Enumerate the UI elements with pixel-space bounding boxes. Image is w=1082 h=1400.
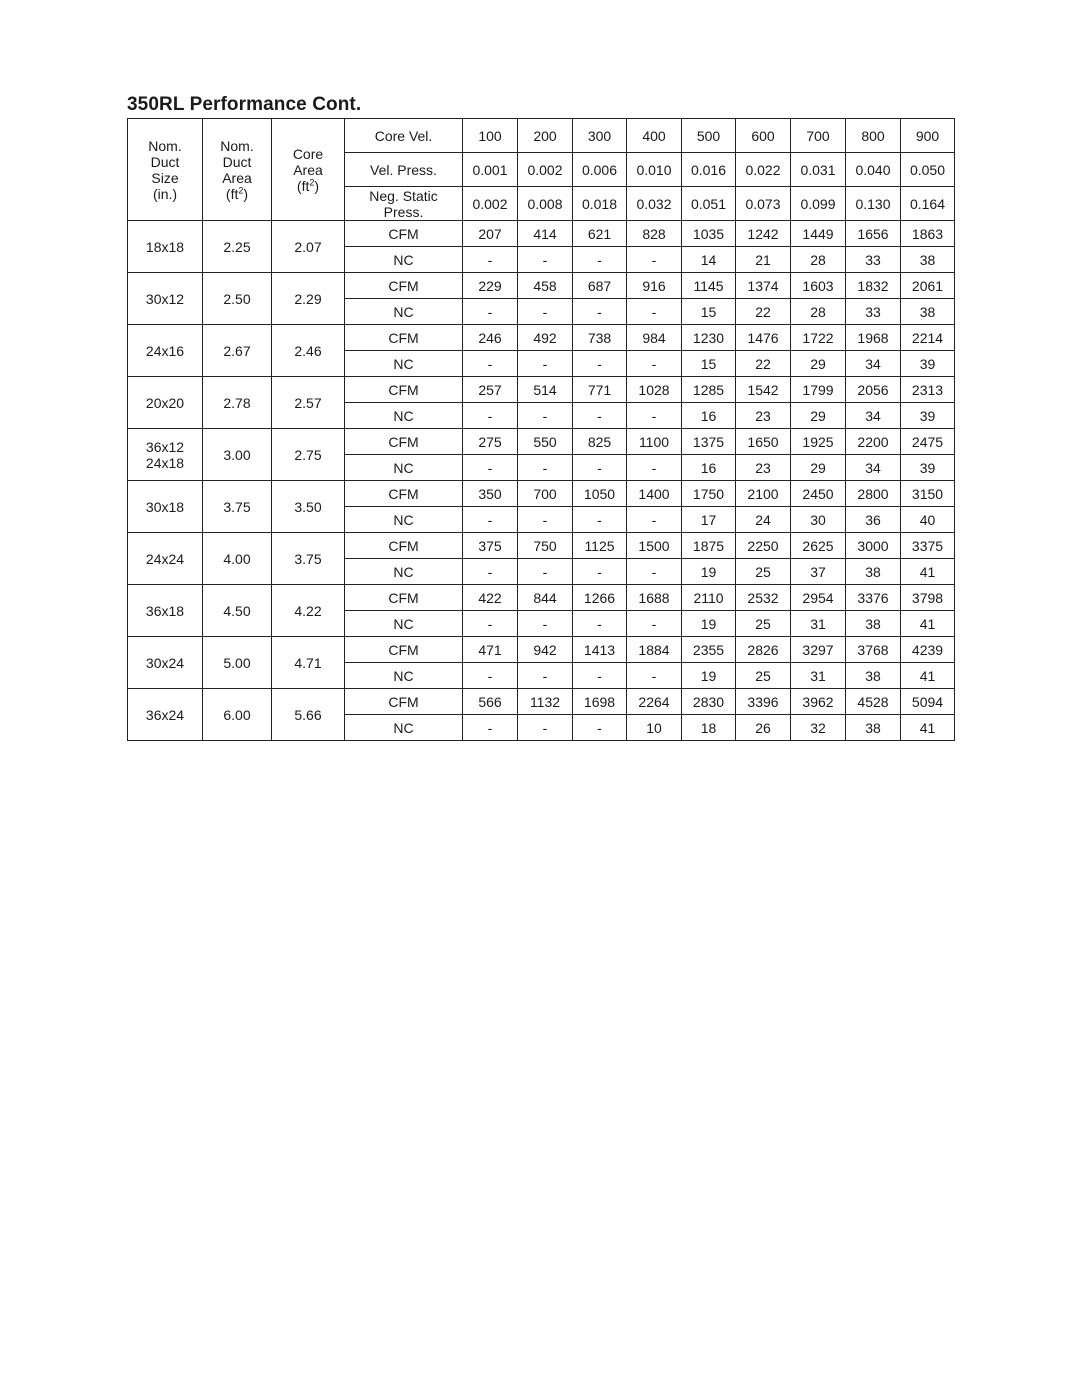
nc-value: - [627, 351, 682, 377]
duct-area-cell: 3.00 [203, 429, 272, 481]
duct-area-cell: 4.00 [203, 533, 272, 585]
duct-area-cell: 2.25 [203, 221, 272, 273]
header-vel-press-value: 0.002 [518, 153, 573, 187]
cfm-value: 1400 [627, 481, 682, 507]
nc-value: - [573, 351, 627, 377]
cfm-value: 2826 [736, 637, 791, 663]
duct-area-cell: 2.67 [203, 325, 272, 377]
header-vel-press-value: 0.050 [901, 153, 955, 187]
header-row-core-vel [128, 119, 955, 153]
nc-value: - [573, 611, 627, 637]
table-row-cfm [128, 273, 955, 299]
cfm-value: 1884 [627, 637, 682, 663]
nc-value: - [627, 611, 682, 637]
nc-value: - [573, 455, 627, 481]
header-core-vel-value: 800 [846, 119, 901, 153]
nc-value: 39 [901, 403, 955, 429]
cfm-value: 3768 [846, 637, 901, 663]
cfm-value: 1968 [846, 325, 901, 351]
nc-value: - [518, 663, 573, 689]
cfm-value: 375 [463, 533, 518, 559]
nc-value: - [463, 715, 518, 741]
nc-value: 41 [901, 663, 955, 689]
cfm-value: 1242 [736, 221, 791, 247]
header-neg-static-value: 0.008 [518, 187, 573, 221]
duct-size-cell: 30x12 [128, 273, 203, 325]
nc-value: - [463, 247, 518, 273]
nc-value: 10 [627, 715, 682, 741]
nc-value: - [627, 455, 682, 481]
cfm-value: 1230 [682, 325, 736, 351]
nc-value: - [573, 715, 627, 741]
nc-value: 31 [791, 611, 846, 637]
cfm-value: 1375 [682, 429, 736, 455]
nc-value: 25 [736, 663, 791, 689]
nc-value: 34 [846, 403, 901, 429]
table-row-cfm [128, 429, 955, 455]
nc-value: 41 [901, 559, 955, 585]
nc-value: 28 [791, 247, 846, 273]
table-row-cfm [128, 325, 955, 351]
header-neg-static-value: 0.051 [682, 187, 736, 221]
duct-size-cell: 18x18 [128, 221, 203, 273]
cfm-label: CFM [345, 429, 463, 455]
cfm-value: 1925 [791, 429, 846, 455]
page-title: 350RL Performance Cont. [127, 94, 362, 115]
cfm-value: 2532 [736, 585, 791, 611]
nc-value: 14 [682, 247, 736, 273]
header-neg-static-value: 0.099 [791, 187, 846, 221]
nc-value: - [518, 351, 573, 377]
nc-label: NC [345, 611, 463, 637]
nc-value: 38 [846, 611, 901, 637]
cfm-value: 2954 [791, 585, 846, 611]
nc-value: 16 [682, 455, 736, 481]
cfm-value: 471 [463, 637, 518, 663]
nc-value: - [627, 663, 682, 689]
header-neg-static-value: 0.032 [627, 187, 682, 221]
cfm-value: 2250 [736, 533, 791, 559]
duct-size-cell: 36x24 [128, 689, 203, 741]
nc-value: - [573, 247, 627, 273]
header-core-vel-value: 700 [791, 119, 846, 153]
cfm-value: 3396 [736, 689, 791, 715]
nc-value: 38 [846, 715, 901, 741]
cfm-value: 825 [573, 429, 627, 455]
cfm-value: 1750 [682, 481, 736, 507]
duct-area-cell: 6.00 [203, 689, 272, 741]
header-core-vel-value: 500 [682, 119, 736, 153]
table-row-cfm [128, 637, 955, 663]
nc-label: NC [345, 299, 463, 325]
nc-value: - [518, 299, 573, 325]
table-row-cfm [128, 377, 955, 403]
cfm-value: 700 [518, 481, 573, 507]
cfm-value: 3375 [901, 533, 955, 559]
header-vel-press-value: 0.010 [627, 153, 682, 187]
cfm-value: 2110 [682, 585, 736, 611]
nc-value: - [463, 663, 518, 689]
core-area-cell: 4.22 [272, 585, 345, 637]
cfm-value: 1722 [791, 325, 846, 351]
nc-value: - [463, 611, 518, 637]
duct-size-cell: 30x18 [128, 481, 203, 533]
table-row-cfm [128, 221, 955, 247]
core-area-cell: 2.07 [272, 221, 345, 273]
nc-label: NC [345, 247, 463, 273]
nc-value: 17 [682, 507, 736, 533]
duct-area-cell: 2.78 [203, 377, 272, 429]
nc-value: 39 [901, 351, 955, 377]
nc-value: - [573, 403, 627, 429]
header-vel-press-value: 0.040 [846, 153, 901, 187]
core-area-cell: 2.46 [272, 325, 345, 377]
nc-value: 16 [682, 403, 736, 429]
nc-value: 32 [791, 715, 846, 741]
cfm-value: 621 [573, 221, 627, 247]
performance-table [127, 118, 955, 741]
cfm-value: 1542 [736, 377, 791, 403]
header-vel-press-value: 0.006 [573, 153, 627, 187]
nc-label: NC [345, 507, 463, 533]
header-neg-static-label: Neg. Static Press. [345, 187, 463, 221]
duct-size-cell: 36x12 24x18 [128, 429, 203, 481]
header-vel-press-value: 0.001 [463, 153, 518, 187]
nc-value: - [627, 403, 682, 429]
cfm-value: 2214 [901, 325, 955, 351]
nc-value: 23 [736, 403, 791, 429]
cfm-value: 458 [518, 273, 573, 299]
nc-value: 29 [791, 455, 846, 481]
nc-value: 22 [736, 299, 791, 325]
cfm-label: CFM [345, 221, 463, 247]
cfm-value: 257 [463, 377, 518, 403]
cfm-label: CFM [345, 533, 463, 559]
nc-value: 19 [682, 559, 736, 585]
cfm-value: 3798 [901, 585, 955, 611]
nc-value: - [463, 403, 518, 429]
nc-value: 39 [901, 455, 955, 481]
duct-area-cell: 4.50 [203, 585, 272, 637]
header-vel-press-value: 0.016 [682, 153, 736, 187]
core-area-cell: 3.75 [272, 533, 345, 585]
header-neg-static-value: 0.164 [901, 187, 955, 221]
nc-label: NC [345, 715, 463, 741]
cfm-value: 275 [463, 429, 518, 455]
cfm-value: 350 [463, 481, 518, 507]
cfm-value: 1875 [682, 533, 736, 559]
nc-value: 18 [682, 715, 736, 741]
cfm-value: 566 [463, 689, 518, 715]
nc-value: 25 [736, 611, 791, 637]
nc-label: NC [345, 403, 463, 429]
core-area-cell: 2.29 [272, 273, 345, 325]
nc-value: - [573, 299, 627, 325]
header-core-vel-value: 200 [518, 119, 573, 153]
nc-value: - [463, 559, 518, 585]
header-nom-duct-size: Nom. Duct Size (in.) [128, 119, 203, 221]
nc-value: - [518, 715, 573, 741]
cfm-value: 3962 [791, 689, 846, 715]
nc-value: 19 [682, 611, 736, 637]
nc-value: - [518, 403, 573, 429]
cfm-value: 1285 [682, 377, 736, 403]
cfm-value: 514 [518, 377, 573, 403]
nc-value: - [463, 351, 518, 377]
nc-value: 28 [791, 299, 846, 325]
nc-value: 26 [736, 715, 791, 741]
nc-value: 34 [846, 351, 901, 377]
nc-value: 23 [736, 455, 791, 481]
nc-value: 41 [901, 611, 955, 637]
cfm-value: 1132 [518, 689, 573, 715]
cfm-value: 844 [518, 585, 573, 611]
cfm-value: 1266 [573, 585, 627, 611]
cfm-label: CFM [345, 481, 463, 507]
cfm-value: 1449 [791, 221, 846, 247]
cfm-value: 2475 [901, 429, 955, 455]
cfm-value: 1650 [736, 429, 791, 455]
cfm-value: 1603 [791, 273, 846, 299]
cfm-value: 229 [463, 273, 518, 299]
nc-value: 30 [791, 507, 846, 533]
nc-value: - [463, 455, 518, 481]
nc-label: NC [345, 663, 463, 689]
cfm-value: 2830 [682, 689, 736, 715]
nc-value: 38 [846, 559, 901, 585]
nc-value: - [518, 247, 573, 273]
cfm-value: 984 [627, 325, 682, 351]
nc-value: 38 [901, 299, 955, 325]
cfm-value: 828 [627, 221, 682, 247]
cfm-value: 2800 [846, 481, 901, 507]
duct-size-cell: 24x24 [128, 533, 203, 585]
cfm-value: 1698 [573, 689, 627, 715]
nc-value: - [518, 455, 573, 481]
nc-value: 31 [791, 663, 846, 689]
header-neg-static-value: 0.130 [846, 187, 901, 221]
header-core-vel-value: 400 [627, 119, 682, 153]
nc-value: 19 [682, 663, 736, 689]
nc-value: - [627, 507, 682, 533]
cfm-value: 2100 [736, 481, 791, 507]
cfm-label: CFM [345, 325, 463, 351]
header-neg-static-value: 0.018 [573, 187, 627, 221]
nc-value: - [518, 559, 573, 585]
cfm-value: 422 [463, 585, 518, 611]
nc-value: - [573, 507, 627, 533]
cfm-label: CFM [345, 689, 463, 715]
nc-value: 40 [901, 507, 955, 533]
nc-label: NC [345, 351, 463, 377]
nc-value: 38 [901, 247, 955, 273]
cfm-value: 750 [518, 533, 573, 559]
table-body [128, 119, 955, 741]
nc-value: 29 [791, 403, 846, 429]
nc-label: NC [345, 455, 463, 481]
cfm-value: 1863 [901, 221, 955, 247]
header-core-area: Core Area $(ft^2)$ [272, 119, 345, 221]
cfm-value: 1028 [627, 377, 682, 403]
cfm-value: 1374 [736, 273, 791, 299]
header-core-vel-value: 600 [736, 119, 791, 153]
duct-size-cell: 20x20 [128, 377, 203, 429]
cfm-value: 942 [518, 637, 573, 663]
header-neg-static-value: 0.073 [736, 187, 791, 221]
nc-value: 24 [736, 507, 791, 533]
cfm-label: CFM [345, 273, 463, 299]
cfm-value: 771 [573, 377, 627, 403]
cfm-value: 1656 [846, 221, 901, 247]
nc-value: - [518, 507, 573, 533]
nc-value: - [627, 559, 682, 585]
duct-area-cell: 3.75 [203, 481, 272, 533]
cfm-value: 2625 [791, 533, 846, 559]
header-core-vel-label: Core Vel. [345, 119, 463, 153]
cfm-value: 1413 [573, 637, 627, 663]
header-vel-press-label: Vel. Press. [345, 153, 463, 187]
core-area-cell: 2.75 [272, 429, 345, 481]
nc-value: - [573, 663, 627, 689]
core-area-cell: 2.57 [272, 377, 345, 429]
table-row-cfm [128, 481, 955, 507]
cfm-value: 2264 [627, 689, 682, 715]
header-nom-duct-area: Nom. Duct Area $(ft^2)$ [203, 119, 272, 221]
cfm-value: 2200 [846, 429, 901, 455]
header-vel-press-value: 0.031 [791, 153, 846, 187]
nc-value: 29 [791, 351, 846, 377]
nc-value: 15 [682, 351, 736, 377]
cfm-value: 2056 [846, 377, 901, 403]
cfm-value: 1100 [627, 429, 682, 455]
cfm-value: 4528 [846, 689, 901, 715]
header-vel-press-value: 0.022 [736, 153, 791, 187]
nc-value: - [627, 299, 682, 325]
table-row-cfm [128, 585, 955, 611]
nc-value: 34 [846, 455, 901, 481]
cfm-label: CFM [345, 585, 463, 611]
header-core-vel-value: 300 [573, 119, 627, 153]
cfm-value: 550 [518, 429, 573, 455]
cfm-value: 738 [573, 325, 627, 351]
nc-value: - [463, 507, 518, 533]
cfm-value: 2450 [791, 481, 846, 507]
duct-area-cell: 2.50 [203, 273, 272, 325]
nc-value: - [463, 299, 518, 325]
cfm-value: 1500 [627, 533, 682, 559]
cfm-value: 1145 [682, 273, 736, 299]
header-core-vel-value: 100 [463, 119, 518, 153]
cfm-value: 1050 [573, 481, 627, 507]
cfm-value: 1832 [846, 273, 901, 299]
table-row-cfm [128, 689, 955, 715]
cfm-value: 1799 [791, 377, 846, 403]
nc-value: 15 [682, 299, 736, 325]
header-neg-static-value: 0.002 [463, 187, 518, 221]
cfm-value: 414 [518, 221, 573, 247]
duct-size-cell: 36x18 [128, 585, 203, 637]
cfm-label: CFM [345, 377, 463, 403]
nc-value: 33 [846, 247, 901, 273]
cfm-value: 2061 [901, 273, 955, 299]
cfm-label: CFM [345, 637, 463, 663]
cfm-value: 4239 [901, 637, 955, 663]
cfm-value: 207 [463, 221, 518, 247]
nc-value: 22 [736, 351, 791, 377]
cfm-value: 1125 [573, 533, 627, 559]
cfm-value: 687 [573, 273, 627, 299]
cfm-value: 1688 [627, 585, 682, 611]
cfm-value: 2355 [682, 637, 736, 663]
cfm-value: 1476 [736, 325, 791, 351]
duct-size-cell: 24x16 [128, 325, 203, 377]
cfm-value: 1035 [682, 221, 736, 247]
nc-value: 36 [846, 507, 901, 533]
core-area-cell: 5.66 [272, 689, 345, 741]
nc-value: - [627, 247, 682, 273]
nc-value: 38 [846, 663, 901, 689]
cfm-value: 3000 [846, 533, 901, 559]
nc-value: - [518, 611, 573, 637]
cfm-value: 3150 [901, 481, 955, 507]
cfm-value: 916 [627, 273, 682, 299]
cfm-value: 3297 [791, 637, 846, 663]
core-area-cell: 3.50 [272, 481, 345, 533]
nc-value: - [573, 559, 627, 585]
nc-value: 25 [736, 559, 791, 585]
cfm-value: 246 [463, 325, 518, 351]
cfm-value: 2313 [901, 377, 955, 403]
cfm-value: 3376 [846, 585, 901, 611]
nc-value: 37 [791, 559, 846, 585]
nc-value: 33 [846, 299, 901, 325]
core-area-cell: 4.71 [272, 637, 345, 689]
header-core-vel-value: 900 [901, 119, 955, 153]
nc-value: 21 [736, 247, 791, 273]
table-row-cfm [128, 533, 955, 559]
nc-value: 41 [901, 715, 955, 741]
duct-size-cell: 30x24 [128, 637, 203, 689]
cfm-value: 5094 [901, 689, 955, 715]
duct-area-cell: 5.00 [203, 637, 272, 689]
cfm-value: 492 [518, 325, 573, 351]
nc-label: NC [345, 559, 463, 585]
